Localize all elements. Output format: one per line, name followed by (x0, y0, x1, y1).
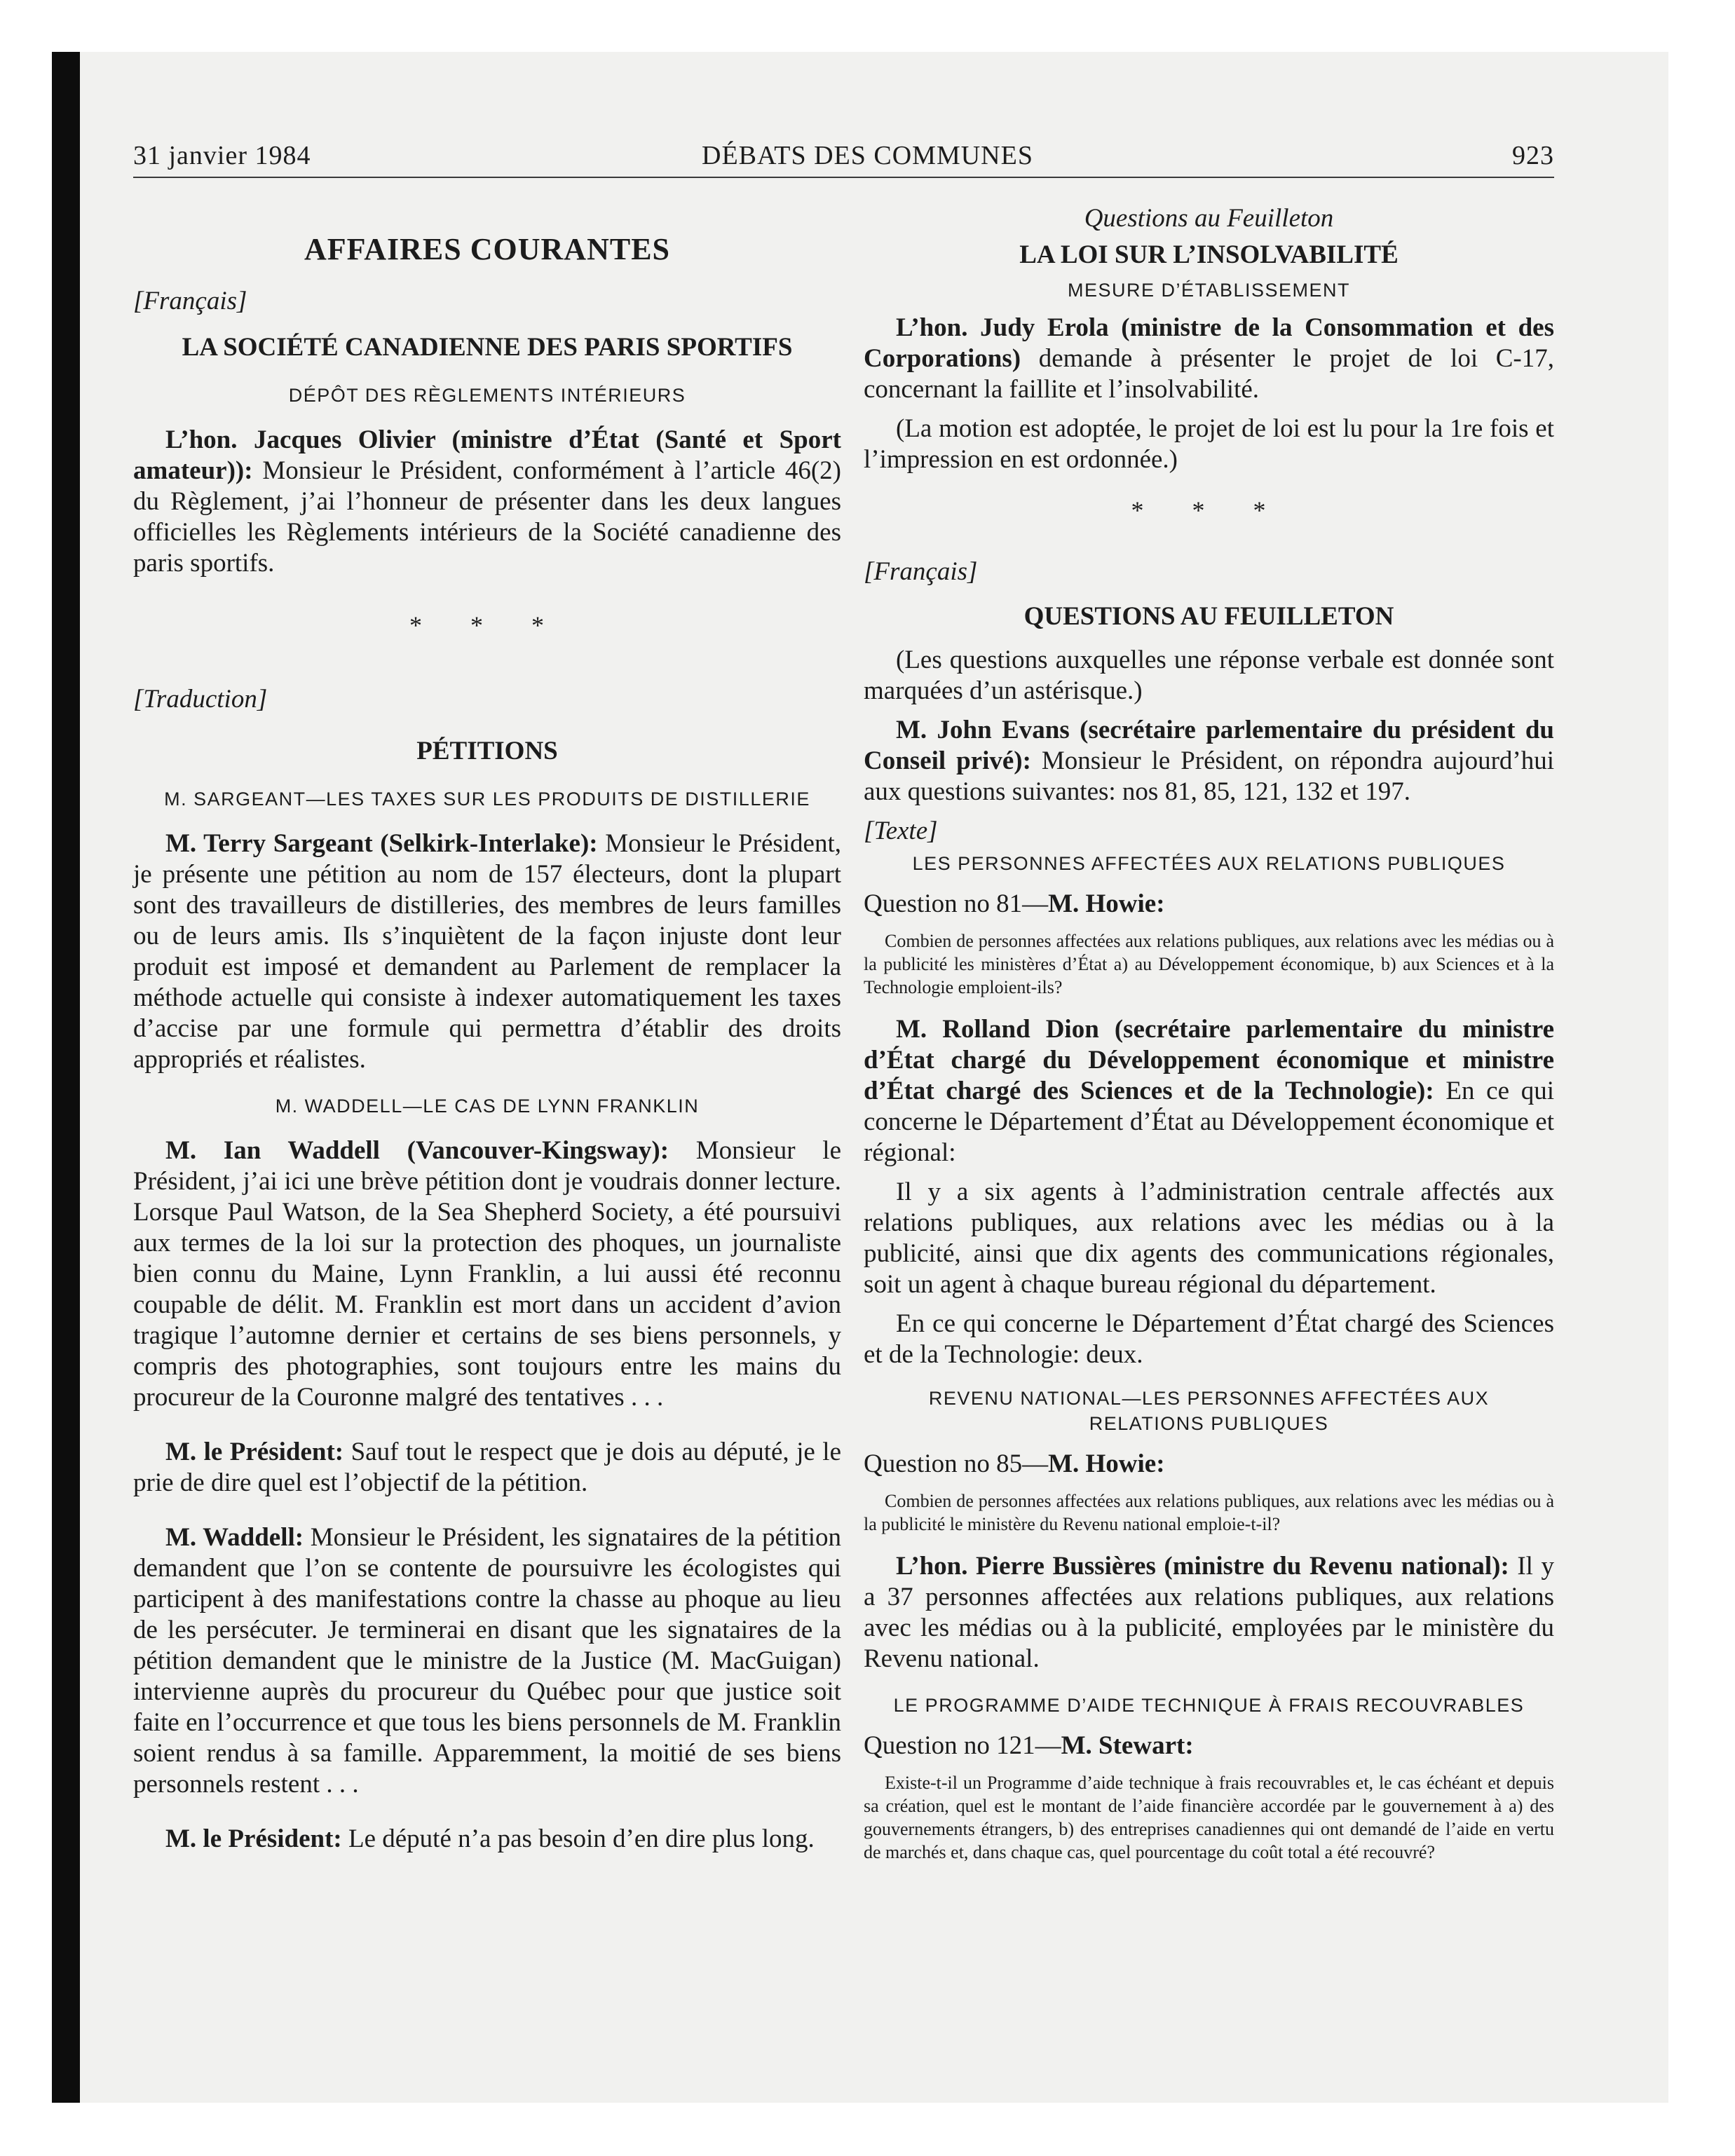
header-title: DÉBATS DES COMMUNES (702, 141, 1033, 170)
question-line (864, 1449, 1554, 1480)
scan-edge-bar (52, 52, 80, 2103)
speech-paragraph (864, 715, 1554, 807)
subheading: DÉPÔT DES RÈGLEMENTS INTÉRIEURS (288, 385, 686, 406)
speech-paragraph (864, 313, 1554, 405)
header-date: 31 janvier 1984 (133, 141, 311, 170)
speech-paragraph (864, 1551, 1554, 1674)
question-label: Question no 85— (864, 1449, 1049, 1478)
paragraph: (Les questions auxquelles une réponse verbale est donnée sont marquées d’un astérisque.) (864, 646, 1554, 705)
language-tag: [Traduction] (133, 685, 268, 714)
speech-paragraph (133, 425, 841, 579)
language-tag: [Français] (864, 557, 978, 586)
page-number: 923 (1512, 141, 1554, 170)
question-line (864, 889, 1554, 920)
subheading: LES PERSONNES AFFECTÉES AUX RELATIONS PUBLIQUES (912, 853, 1506, 874)
question-label: Question no 81— (864, 889, 1049, 918)
question-author: M. Stewart: (1061, 1731, 1194, 1760)
subheading: MESURE D’ÉTABLISSEMENT (1067, 280, 1351, 301)
speaker: M. Waddell: (165, 1523, 304, 1552)
speech-text: Monsieur le Président, je présente une pétition au nom de 157 électeurs, dont la plupart sont des travailleurs de distilleries, des membres de leurs familles ou de leurs amis. Ils s’inquiètent de la façon injuste dont leur produit est imposé et demandent au Parlement de remplacer la méthode actuelle qui consiste à indexer automatiquement les taxes d’accise par une formule qui permettra d’établir des droits appropriés et réalistes. (133, 829, 841, 1074)
subject-heading: PÉTITIONS (416, 737, 558, 765)
running-head: Questions au Feuilleton (1084, 204, 1334, 233)
speech-text: En ce qui concerne le Département d’État au Développement économique et régional: (864, 1077, 1555, 1167)
speaker: M. le Président: (165, 1438, 344, 1466)
subheading: M. WADDELL—LE CAS DE LYNN FRANKLIN (275, 1096, 700, 1117)
speech-text: demande à présenter le projet de loi C-17, concernant la faillite et l’insolvabilité. (864, 344, 1554, 404)
speech-paragraph (133, 1824, 841, 1855)
speech-text: Monsieur le Président, j’ai ici une brève pétition dont je voudrais donner lecture. Lorsque Paul Watson, de la Sea Shepherd Society, a été poursuivi aux termes de la loi sur la protection des phoques, un journaliste bien connu du Maine, Lynn Franklin, a lui aussi été reconnu coupable de délit. M. Franklin est mort dans un accident d’avion tragique l’automne dernier et certains de ses biens personnels, y compris des photographies, sont toujours entre les mains du procureur de la Couronne malgré des tentatives . . . (133, 1136, 841, 1412)
subject-heading: LA SOCIÉTÉ CANADIENNE DES PARIS SPORTIFS (182, 333, 793, 362)
question-author: M. Howie: (1048, 1449, 1165, 1478)
speaker: M. John Evans (secrétaire parlementaire du président du Conseil privé): (864, 716, 1554, 775)
language-tag: [Français] (133, 287, 247, 315)
subheading: LE PROGRAMME D’AIDE TECHNIQUE À FRAIS RECOUVRABLES (893, 1695, 1525, 1716)
header-rule (133, 177, 1554, 178)
speaker: L’hon. Jacques Olivier (ministre d’État (Santé et Sport amateur)): (133, 425, 841, 485)
speech-text: Monsieur le Président, les signataires de la pétition demandent que l’on se contente de poursuivre les écologistes qui participent à des manifestations contre la chasse au phoque au lieu de les persécuter. Je terminerai en disant que les signataires de la pétition demandent que le ministre de la Justice (M. MacGuigan) intervienne auprès du procureur du Québec pour que justice soit faite en l’occurrence et que tous les biens personnels de M. Franklin soient rendus à sa famille. Apparemment, la moitié de ses biens personnels restent . . . (133, 1523, 842, 1799)
question-text: Combien de personnes affectées aux relations publiques, aux relations avec les médias ou à la publicité les ministères d’État a) au Développement économique, b) aux Sciences et à la Technologie emploient-ils? (864, 931, 1554, 997)
speaker: L’hon. Pierre Bussières (ministre du Revenu national): (896, 1552, 1509, 1581)
question-line (864, 1731, 1554, 1761)
question-author: M. Howie: (1048, 889, 1165, 918)
speech-paragraph (133, 828, 841, 1075)
language-tag: [Texte] (864, 817, 938, 845)
speech-text: Sauf tout le respect que je dois au député, je le prie de dire quel est l’objectif de la pétition. (133, 1438, 841, 1497)
question-text: Existe-t-il un Programme d’aide technique à frais recouvrables et, le cas échéant et depuis sa création, quel est le montant de l’aide financière accordée par le gouvernement à a) des gouvernements étrangers, b) des entreprises canadiennes qui ont demandé de l’aide en vertu de marchés et, dans chaque cas, quel pourcentage du coût total a été recouvré? (864, 1773, 1554, 1862)
paragraph: Il y a six agents à l’administration centrale affectés aux relations publiques, aux relations avec les médias ou à la publicité, ainsi que dix agents des communications régionales, soit un agent à chaque bureau régional du département. (864, 1178, 1554, 1299)
speaker: M. Ian Waddell (Vancouver-Kingsway): (165, 1136, 669, 1165)
separator-stars: * * * (409, 611, 565, 639)
question-text: Combien de personnes affectées aux relations publiques, aux relations avec les médias ou à la publicité le ministère du Revenu national emploie-t-il? (864, 1491, 1554, 1534)
speaker: L’hon. Judy Erola (ministre de la Consommation et des Corporations) (864, 313, 1554, 373)
question-label: Question no 121— (864, 1731, 1061, 1760)
speech-text: Monsieur le Président, on répondra aujourd’hui aux questions suivantes: nos 81, 85, 121, 132 et 197. (864, 746, 1554, 806)
paragraph: En ce qui concerne le Département d’État chargé des Sciences et de la Technologie: deux. (864, 1309, 1554, 1369)
subheading: M. SARGEANT—LES TAXES SUR LES PRODUITS DE DISTILLERIE (164, 789, 810, 810)
paragraph: (La motion est adoptée, le projet de loi est lu pour la 1re fois et l’impression en est ordonnée.) (864, 414, 1554, 474)
speaker: M. le Président: (165, 1824, 342, 1853)
speech-text: Monsieur le Président, conformément à l’article 46(2) du Règlement, j’ai l’honneur de présenter dans les deux langues officielles les Règlements intérieurs de la Société canadienne des paris sportifs. (133, 456, 841, 578)
separator-stars: * * * (1131, 496, 1287, 524)
subheading: REVENU NATIONAL—LES PERSONNES AFFECTÉES AUX RELATIONS PUBLIQUES (928, 1388, 1490, 1434)
subject-heading: QUESTIONS AU FEUILLETON (1023, 602, 1394, 631)
speech-text: Le député n’a pas besoin d’en dire plus long. (341, 1824, 815, 1853)
speech-paragraph (133, 1135, 841, 1413)
left-column (133, 203, 841, 1863)
subject-heading: LA LOI SUR L’INSOLVABILITÉ (1019, 240, 1399, 269)
section-title: AFFAIRES COURANTES (304, 232, 671, 266)
speech-paragraph (133, 1522, 841, 1800)
speech-paragraph (133, 1437, 841, 1499)
speech-paragraph (864, 1014, 1554, 1168)
speech-text: Il y a 37 personnes affectées aux relations publiques, aux relations avec les médias ou à la publicité, employées par le ministère du Revenu national. (864, 1552, 1554, 1673)
speaker: M. Rolland Dion (secrétaire parlementaire du ministre d’État chargé du Développement économique et ministre d’État chargé des Sciences et de la Technologie): (864, 1015, 1554, 1105)
right-column (864, 203, 1554, 1879)
speaker: M. Terry Sargeant (Selkirk-Interlake): (165, 829, 598, 858)
